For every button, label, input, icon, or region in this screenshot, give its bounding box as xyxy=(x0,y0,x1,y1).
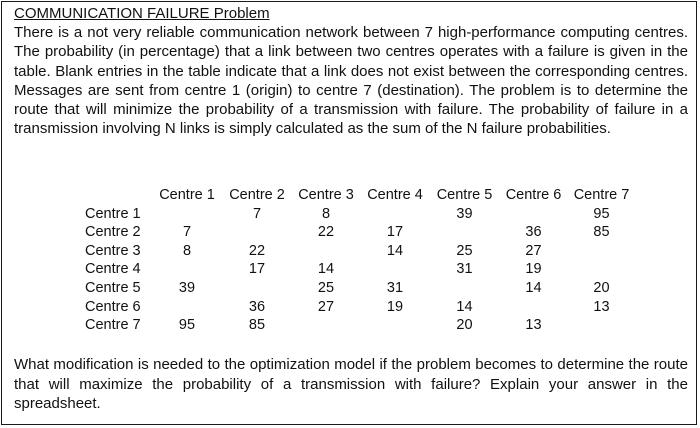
table-row xyxy=(85,279,635,298)
table-cell: 27 xyxy=(525,242,542,259)
table-cell: 7 xyxy=(252,205,262,222)
table-cell: 22 xyxy=(317,224,335,241)
failure-probability-table xyxy=(85,186,635,335)
table-row xyxy=(85,242,635,261)
table-cell xyxy=(292,242,360,261)
table-cell xyxy=(152,298,222,317)
table-cell: 39 xyxy=(178,279,196,296)
table-cell xyxy=(360,316,430,335)
table-cell: 31 xyxy=(456,261,473,278)
table-cell xyxy=(222,223,292,242)
table-cell: 8 xyxy=(182,242,192,259)
table-cell xyxy=(222,279,292,298)
row-header: Centre 7 xyxy=(85,317,141,334)
table-cell: 17 xyxy=(248,261,266,278)
table-cell: 14 xyxy=(456,298,473,315)
table-cell: 8 xyxy=(321,205,331,222)
table-cell xyxy=(568,260,635,279)
table-cell xyxy=(430,279,499,298)
column-header: Centre 3 xyxy=(298,187,354,203)
table-cell: 20 xyxy=(456,317,473,334)
table-row xyxy=(85,316,635,335)
row-header: Centre 1 xyxy=(85,205,141,222)
table-row xyxy=(85,298,635,317)
table-cell: 17 xyxy=(386,224,404,241)
table-cell: 95 xyxy=(178,317,196,334)
table-cell: 20 xyxy=(593,279,610,296)
table-cell: 25 xyxy=(317,279,335,296)
column-header: Centre 6 xyxy=(505,187,562,203)
table-cell xyxy=(292,316,360,335)
table-row xyxy=(85,260,635,279)
table-header-row xyxy=(85,186,635,205)
table-cell: 39 xyxy=(456,205,473,222)
table-cell: 85 xyxy=(248,317,266,334)
table-corner-cell xyxy=(85,186,152,205)
table-cell: 85 xyxy=(593,224,610,241)
table-row xyxy=(85,223,635,242)
modification-question: What modification is needed to the optimization model if the problem becomes to determine the route that will maximize the probability of a transmission with failure? Explain your answer in the spreadsheet. xyxy=(14,356,688,412)
table-cell xyxy=(499,298,568,317)
row-header: Centre 6 xyxy=(85,298,141,315)
table-cell: 31 xyxy=(386,279,404,296)
table-cell xyxy=(152,260,222,279)
column-header: Centre 5 xyxy=(436,187,493,203)
table-cell: 27 xyxy=(317,298,335,315)
row-header: Centre 4 xyxy=(85,261,141,278)
table-cell: 19 xyxy=(525,261,542,278)
table-cell xyxy=(360,260,430,279)
table-cell: 36 xyxy=(248,298,266,315)
table-cell xyxy=(360,205,430,224)
table-row xyxy=(85,205,635,224)
row-header: Centre 3 xyxy=(85,242,141,259)
problem-title: COMMUNICATION FAILURE Problem xyxy=(14,5,270,22)
table-cell: 14 xyxy=(386,242,404,259)
table-cell: 14 xyxy=(317,261,335,278)
table-cell: 14 xyxy=(525,279,542,296)
table-cell xyxy=(568,316,635,335)
table-cell: 36 xyxy=(525,224,542,241)
problem-description: There is a not very reliable communication network between 7 high-performance computing centres. The probability (in percentage) that a link between two centres operates with a failure is given in the table. Blank entries in the table indicate that a link does not exist between the corresponding centres. Messages are sent from centre 1 (origin) to centre 7 (destination). The problem is to determine the route that will minimize the probability of a transmission with failure. The probability of failure in a transmission involving N links is simply calculated as the sum of the N failure probabilities. xyxy=(14,24,688,138)
table-cell: 22 xyxy=(248,242,266,259)
table-cell: 7 xyxy=(182,224,192,241)
table-cell: 95 xyxy=(593,205,610,222)
table-cell: 13 xyxy=(593,298,610,315)
column-header: Centre 1 xyxy=(159,187,215,203)
column-header: Centre 7 xyxy=(573,187,630,203)
table-cell xyxy=(152,205,222,224)
column-header: Centre 4 xyxy=(367,187,423,203)
table-cell xyxy=(499,205,568,224)
table-cell: 25 xyxy=(456,242,473,259)
row-header: Centre 2 xyxy=(85,224,141,241)
table-cell: 19 xyxy=(386,298,404,315)
column-header: Centre 2 xyxy=(229,187,285,203)
table-cell: 13 xyxy=(525,317,542,334)
row-header: Centre 5 xyxy=(85,279,141,296)
table-cell xyxy=(568,242,635,261)
table-cell xyxy=(430,223,499,242)
